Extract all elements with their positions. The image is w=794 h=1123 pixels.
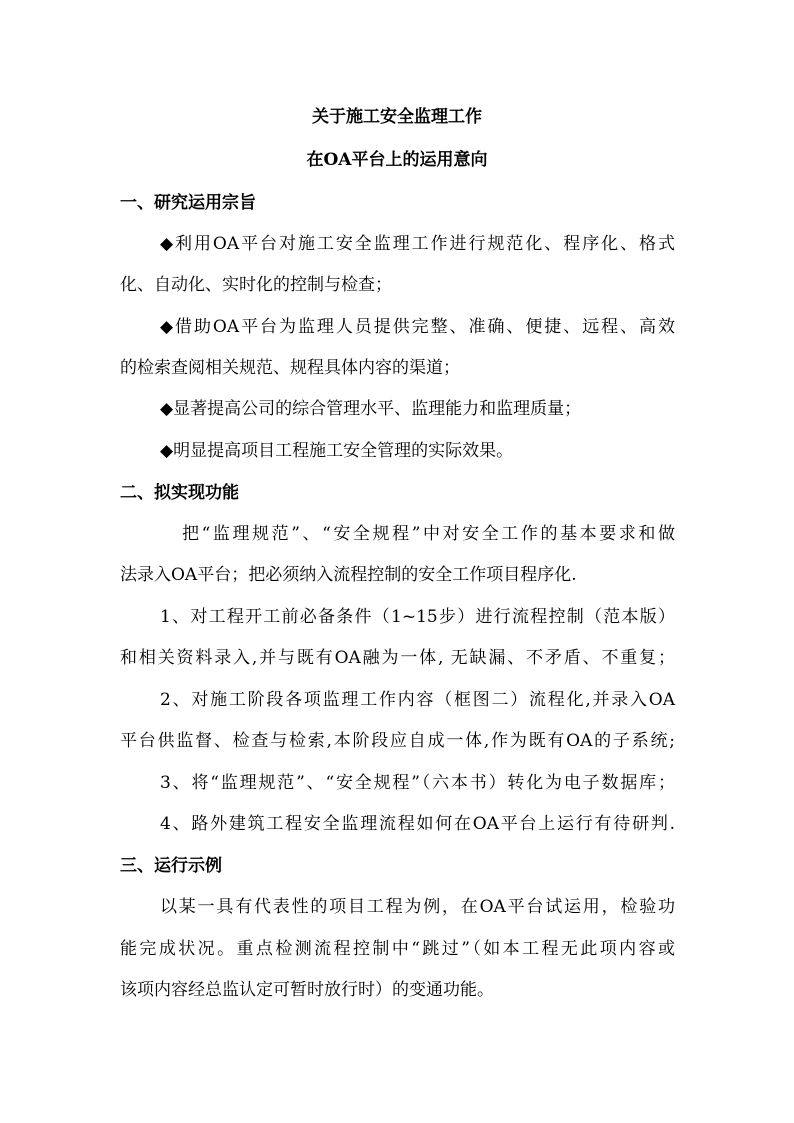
section2-line-1: 把“监理规范”、“安全规程”中对安全工作的基本要求和做: [182, 524, 675, 544]
section1-line-6: ◆明显提高项目工程施工安全管理的实际效果。: [160, 441, 514, 461]
section3-line-2: 能完成状况。重点检测流程控制中“跳过”（如本工程无此项内容或: [120, 939, 675, 959]
section1-line-3: ◆借助OA平台为监理人员提供完整、准确、便捷、远程、高效: [160, 317, 675, 337]
section2-line-6: 平台供监督、检查与检索,本阶段应自成一体,作为既有OA的子系统;: [120, 731, 675, 751]
section3-line-3: 该项内容经总监认定可暂时放行时）的变通功能。: [120, 980, 494, 1000]
section-heading-2: 二、拟实现功能: [120, 483, 239, 503]
section2-line-3: 1、对工程开工前必备条件（1~15步）进行流程控制（范本版）: [160, 607, 675, 627]
document-title-line1: 关于施工安全监理工作: [312, 107, 482, 127]
section2-line-7: 3、将“监理规范”、“安全规程”（六本书）转化为电子数据库；: [160, 773, 675, 793]
document-title-line2: 在OA平台上的运用意向: [306, 150, 488, 170]
section1-line-4: 的检索查阅相关规范、规程具体内容的渠道；: [120, 358, 460, 378]
section1-line-2: 化、自动化、实时化的控制与检查；: [120, 275, 392, 295]
section1-line-1: ◆利用OA平台对施工安全监理工作进行规范化、程序化、格式: [160, 234, 675, 254]
section2-line-8: 4、路外建筑工程安全监理流程如何在OA平台上运行有待研判.: [160, 814, 675, 834]
section2-line-4: 和相关资料录入,并与既有OA融为一体, 无缺漏、不矛盾、不重复；: [120, 648, 675, 668]
section-heading-3: 三、运行示例: [120, 856, 222, 876]
section2-line-2: 法录入OA平台；把必须纳入流程控制的安全工作项目程序化.: [120, 565, 577, 585]
section1-line-5: ◆显著提高公司的综合管理水平、监理能力和监理质量；: [160, 399, 582, 419]
section3-line-1: 以某一具有代表性的项目工程为例，在OA平台试运用，检验功: [160, 897, 675, 917]
section2-line-5: 2、对施工阶段各项监理工作内容（框图二）流程化,并录入OA: [160, 690, 675, 710]
section-heading-1: 一、研究运用宗旨: [120, 193, 256, 213]
